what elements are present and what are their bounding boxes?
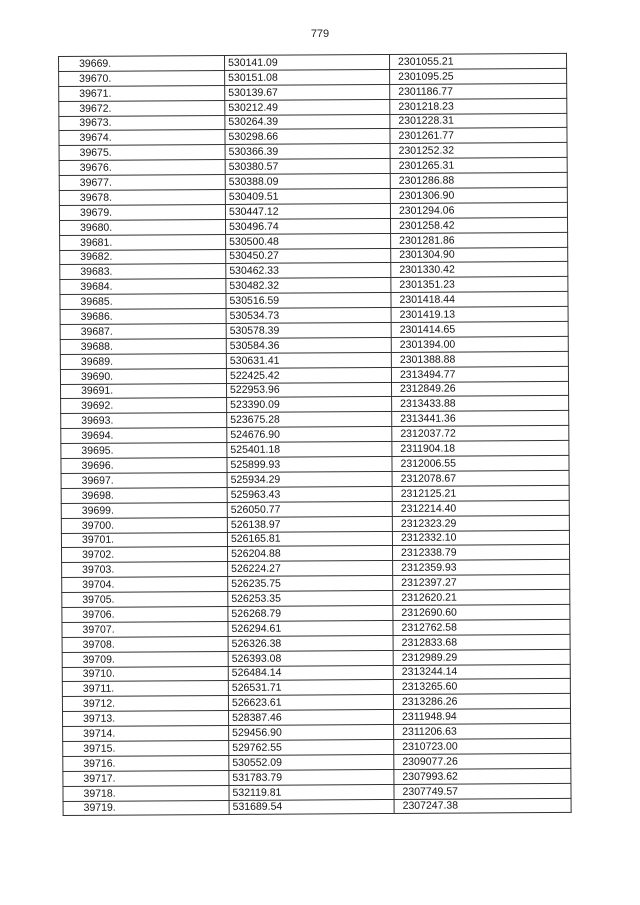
x-coordinate-cell: 526531.71	[228, 680, 393, 696]
x-coordinate-cell: 532119.81	[229, 784, 394, 800]
y-coordinate-cell: 2301304.90	[391, 247, 568, 263]
y-coordinate-cell: 2307247.38	[394, 798, 571, 814]
y-coordinate-cell: 2307993.62	[394, 768, 571, 784]
y-coordinate-cell: 2310723.00	[394, 738, 571, 754]
x-coordinate-cell: 526050.77	[227, 501, 392, 517]
point-number-cell: 39698.	[61, 487, 227, 503]
y-coordinate-cell: 2307749.57	[394, 783, 571, 799]
y-coordinate-cell: 2301418.44	[391, 292, 568, 308]
x-coordinate-cell: 530450.27	[226, 248, 391, 264]
x-coordinate-cell: 530516.59	[226, 293, 391, 309]
point-number-cell: 39679.	[59, 204, 225, 220]
coordinates-table	[58, 53, 572, 817]
y-coordinate-cell: 2313244.14	[393, 664, 570, 680]
y-coordinate-cell: 2301261.77	[390, 128, 567, 144]
point-number-cell: 39707.	[62, 621, 228, 637]
y-coordinate-cell: 2301286.88	[390, 173, 567, 189]
point-number-cell: 39696.	[61, 458, 227, 474]
y-coordinate-cell: 2311948.94	[393, 709, 570, 725]
y-coordinate-cell: 2313494.77	[391, 366, 568, 382]
x-coordinate-cell: 525401.18	[227, 442, 392, 458]
point-number-cell: 39713.	[63, 711, 229, 727]
point-number-cell: 39676.	[59, 160, 225, 176]
y-coordinate-cell: 2301294.06	[390, 202, 567, 218]
point-number-cell: 39691.	[61, 383, 227, 399]
x-coordinate-cell: 530366.39	[225, 144, 390, 160]
y-coordinate-cell: 2301414.65	[391, 321, 568, 337]
point-number-cell: 39670.	[59, 70, 225, 86]
x-coordinate-cell: 526253.35	[228, 591, 393, 607]
x-coordinate-cell: 526235.75	[228, 576, 393, 592]
point-number-cell: 39705.	[62, 592, 228, 608]
x-coordinate-cell: 526165.81	[227, 531, 392, 547]
x-coordinate-cell: 526484.14	[228, 665, 393, 681]
point-number-cell: 39708.	[62, 636, 228, 652]
point-number-cell: 39716.	[63, 755, 229, 771]
point-number-cell: 39680.	[60, 219, 226, 235]
x-coordinate-cell: 531689.54	[229, 799, 394, 815]
y-coordinate-cell: 2312332.10	[392, 530, 569, 546]
y-coordinate-cell: 2301055.21	[389, 53, 566, 69]
x-coordinate-cell: 522425.42	[226, 367, 391, 383]
point-number-cell: 39671.	[59, 85, 225, 101]
y-coordinate-cell: 2309077.26	[394, 753, 571, 769]
y-coordinate-cell: 2301186.77	[390, 83, 567, 99]
point-number-cell: 39673.	[59, 115, 225, 131]
point-number-cell: 39674.	[59, 130, 225, 146]
x-coordinate-cell: 530409.51	[225, 188, 390, 204]
x-coordinate-cell: 526393.08	[228, 650, 393, 666]
y-coordinate-cell: 2312359.93	[393, 560, 570, 576]
point-number-cell: 39709.	[62, 651, 228, 667]
y-coordinate-cell: 2301252.32	[390, 143, 567, 159]
point-number-cell: 39701.	[61, 532, 227, 548]
y-coordinate-cell: 2311904.18	[392, 441, 569, 457]
y-coordinate-cell: 2301351.23	[391, 277, 568, 293]
y-coordinate-cell: 2312037.72	[392, 426, 569, 442]
x-coordinate-cell: 522953.96	[227, 382, 392, 398]
x-coordinate-cell: 526294.61	[228, 620, 393, 636]
point-number-cell: 39694.	[61, 428, 227, 444]
x-coordinate-cell: 530139.67	[225, 84, 390, 100]
point-number-cell: 39693.	[61, 413, 227, 429]
point-number-cell: 39678.	[59, 189, 225, 205]
point-number-cell: 39682.	[60, 249, 226, 265]
point-number-cell: 39681.	[60, 234, 226, 250]
y-coordinate-cell: 2312078.67	[392, 470, 569, 486]
y-coordinate-cell: 2301306.90	[390, 187, 567, 203]
x-coordinate-cell: 523390.09	[227, 397, 392, 413]
x-coordinate-cell: 530496.74	[226, 218, 391, 234]
y-coordinate-cell: 2312620.21	[393, 589, 570, 605]
point-number-cell: 39684.	[60, 279, 226, 295]
y-coordinate-cell: 2312323.29	[392, 515, 569, 531]
x-coordinate-cell: 530584.36	[226, 337, 391, 353]
point-number-cell: 39675.	[59, 145, 225, 161]
x-coordinate-cell: 526224.27	[228, 561, 393, 577]
x-coordinate-cell: 526268.79	[228, 605, 393, 621]
x-coordinate-cell: 526623.61	[228, 695, 393, 711]
point-number-cell: 39700.	[61, 517, 227, 533]
x-coordinate-cell: 530482.32	[226, 278, 391, 294]
x-coordinate-cell: 531783.79	[229, 769, 394, 785]
y-coordinate-cell: 2312338.79	[392, 545, 569, 561]
y-coordinate-cell: 2313265.60	[393, 679, 570, 695]
point-number-cell: 39715.	[63, 740, 229, 756]
x-coordinate-cell: 530264.39	[225, 114, 390, 130]
x-coordinate-cell: 523675.28	[227, 412, 392, 428]
x-coordinate-cell: 525963.43	[227, 486, 392, 502]
x-coordinate-cell: 529456.90	[229, 725, 394, 741]
y-coordinate-cell: 2301265.31	[390, 158, 567, 174]
x-coordinate-cell: 526138.97	[227, 516, 392, 532]
point-number-cell: 39718.	[63, 785, 229, 801]
point-number-cell: 39689.	[60, 353, 226, 369]
x-coordinate-cell: 530141.09	[224, 54, 389, 70]
table-row	[63, 798, 571, 816]
y-coordinate-cell: 2312849.26	[391, 381, 568, 397]
x-coordinate-cell: 525934.29	[227, 471, 392, 487]
y-coordinate-cell: 2313433.88	[392, 396, 569, 412]
y-coordinate-cell: 2301281.86	[391, 232, 568, 248]
y-coordinate-cell: 2312989.29	[393, 649, 570, 665]
point-number-cell: 39710.	[62, 666, 228, 682]
x-coordinate-cell: 530462.33	[226, 263, 391, 279]
y-coordinate-cell: 2301394.00	[391, 336, 568, 352]
x-coordinate-cell: 524676.90	[227, 427, 392, 443]
point-number-cell: 39672.	[59, 100, 225, 116]
point-number-cell: 39697.	[61, 472, 227, 488]
x-coordinate-cell: 525899.93	[227, 457, 392, 473]
y-coordinate-cell: 2312214.40	[392, 500, 569, 516]
x-coordinate-cell: 530388.09	[225, 174, 390, 190]
y-coordinate-cell: 2312397.27	[393, 575, 570, 591]
y-coordinate-cell: 2301388.88	[391, 351, 568, 367]
point-number-cell: 39703.	[62, 562, 228, 578]
y-coordinate-cell: 2312762.58	[393, 619, 570, 635]
point-number-cell: 39688.	[60, 338, 226, 354]
x-coordinate-cell: 530631.41	[226, 352, 391, 368]
point-number-cell: 39699.	[61, 502, 227, 518]
x-coordinate-cell: 529762.55	[229, 739, 394, 755]
x-coordinate-cell: 530552.09	[229, 754, 394, 770]
point-number-cell: 39702.	[62, 547, 228, 563]
y-coordinate-cell: 2301258.42	[390, 217, 567, 233]
point-number-cell: 39712.	[62, 696, 228, 712]
point-number-cell: 39711.	[62, 681, 228, 697]
y-coordinate-cell: 2313441.36	[392, 411, 569, 427]
point-number-cell: 39706.	[62, 606, 228, 622]
x-coordinate-cell: 530151.08	[225, 69, 390, 85]
y-coordinate-cell: 2301419.13	[391, 307, 568, 323]
point-number-cell: 39687.	[60, 324, 226, 340]
y-coordinate-cell: 2311206.63	[394, 723, 571, 739]
x-coordinate-cell: 530534.73	[226, 308, 391, 324]
point-number-cell: 39683.	[60, 264, 226, 280]
y-coordinate-cell: 2312833.68	[393, 634, 570, 650]
point-number-cell: 39677.	[59, 175, 225, 191]
x-coordinate-cell: 530500.48	[226, 233, 391, 249]
y-coordinate-cell: 2301095.25	[390, 68, 567, 84]
y-coordinate-cell: 2312006.55	[392, 455, 569, 471]
y-coordinate-cell: 2301228.31	[390, 113, 567, 129]
point-number-cell: 39685.	[60, 294, 226, 310]
y-coordinate-cell: 2301330.42	[391, 262, 568, 278]
point-number-cell: 39714.	[63, 726, 229, 742]
x-coordinate-cell: 530380.57	[225, 159, 390, 175]
point-number-cell: 39692.	[61, 398, 227, 414]
y-coordinate-cell: 2313286.26	[393, 694, 570, 710]
x-coordinate-cell: 530447.12	[225, 203, 390, 219]
y-coordinate-cell: 2301218.23	[390, 98, 567, 114]
point-number-cell: 39719.	[63, 800, 229, 816]
point-number-cell: 39717.	[63, 770, 229, 786]
point-number-cell: 39669.	[59, 55, 225, 71]
point-number-cell: 39686.	[60, 309, 226, 325]
y-coordinate-cell: 2312690.60	[393, 604, 570, 620]
point-number-cell: 39695.	[61, 443, 227, 459]
point-number-cell: 39690.	[60, 368, 226, 384]
x-coordinate-cell: 526326.38	[228, 635, 393, 651]
x-coordinate-cell: 528387.46	[229, 710, 394, 726]
x-coordinate-cell: 530578.39	[226, 323, 391, 339]
x-coordinate-cell: 526204.88	[228, 546, 393, 562]
x-coordinate-cell: 530212.49	[225, 99, 390, 115]
point-number-cell: 39704.	[62, 577, 228, 593]
y-coordinate-cell: 2312125.21	[392, 485, 569, 501]
coordinates-table-body	[59, 53, 572, 816]
page-number: 779	[310, 28, 330, 40]
x-coordinate-cell: 530298.66	[225, 129, 390, 145]
